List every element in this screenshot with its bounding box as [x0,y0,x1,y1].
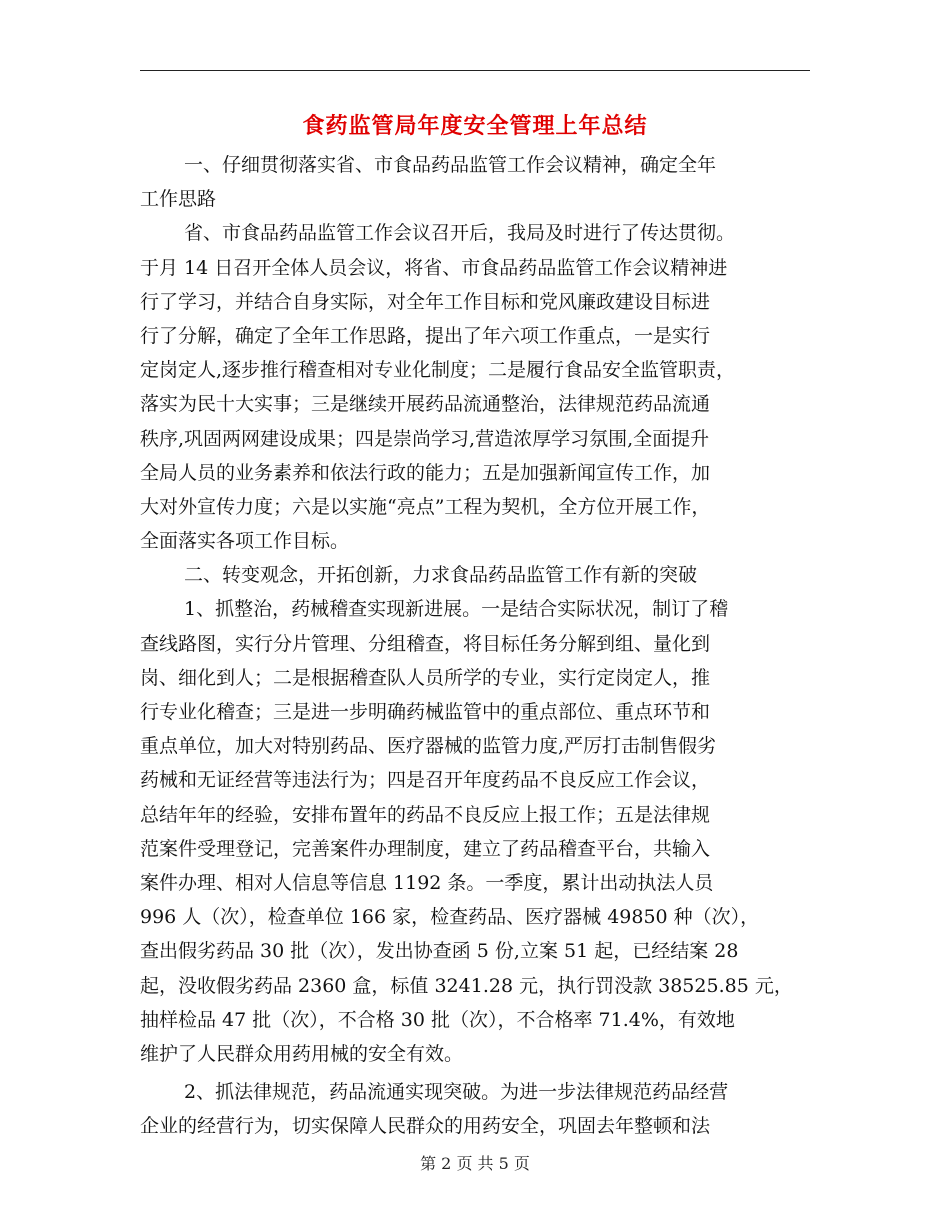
paragraph-line: 抽样检品 47 批（次），不合格 30 批（次），不合格率 71.4%，有效地 [140,1008,735,1031]
paragraph-line: 工作思路 [140,188,217,211]
paragraph-line: 查出假劣药品 30 批（次），发出协查函 5 份,立案 51 起，已经结案 28 [140,940,739,963]
header-rule [140,70,810,71]
paragraph-line: 行了学习，并结合自身实际，对全年工作目标和党风廉政建设目标进 [140,290,711,313]
paragraph-line: 秩序,巩固两网建设成果；四是崇尚学习,营造浓厚学习氛围,全面提升 [140,427,710,450]
paragraph-line: 一、仔细贯彻落实省、市食品药品监管工作会议精神，确定全年 [184,154,717,176]
paragraph-line: 省、市食品药品监管工作会议召开后，我局及时进行了传达贯彻。 [184,222,736,245]
paragraph-line: 全面落实各项工作目标。 [140,530,350,553]
paragraph-line: 1、抓整治，药械稽查实现新进展。一是结合实际状况，制订了稽 [184,598,729,621]
paragraph-line: 药械和无证经营等违法行为；四是召开年度药品不良反应工作会议， [140,769,711,792]
paragraph-line: 全局人员的业务素养和依法行政的能力；五是加强新闻宣传工作，加 [140,461,711,484]
page-footer: 第 2 页 共 5 页 [420,1154,530,1173]
paragraph-line: 起，没收假劣药品 2360 盒，标值 3241.28 元，执行罚没款 38525.85 元， [140,974,793,997]
section-heading-line: 二、转变观念，开拓创新，力求食品药品监管工作有新的突破 [184,564,698,587]
paragraph-line: 996 人（次），检查单位 166 家，检查药品、医疗器械 49850 种（次）， [140,906,760,929]
paragraph-line: 于月 14 日召开全体人员会议，将省、市食品药品监管工作会议精神进 [140,256,728,279]
paragraph-line: 2、抓法律规范，药品流通实现突破。为进一步法律规范药品经营 [184,1081,729,1104]
paragraph-line: 企业的经营行为，切实保障人民群众的用药安全，巩固去年整顿和法 [140,1115,711,1138]
paragraph-line: 总结年年的经验，安排布置年的药品不良反应上报工作；五是法律规 [140,803,711,826]
paragraph-line: 落实为民十大实事；三是继续开展药品流通整治，法律规范药品流通 [140,393,711,416]
paragraph-line: 大对外宣传力度；六是以实施“亮点”工程为契机，全方位开展工作， [140,495,711,518]
paragraph-line: 查线路图，实行分片管理、分组稽查，将目标任务分解到组、量化到 [140,632,711,655]
document-title: 食药监管局年度安全管理上年总结 [302,113,648,139]
paragraph-line: 岗、细化到人；二是根据稽查队人员所学的专业，实行定岗定人，推 [140,666,711,689]
paragraph-line: 定岗定人,逐步推行稽查相对专业化制度；二是履行食品安全监管职责， [140,359,736,382]
document-body [140,148,810,1143]
paragraph-line: 重点单位，加大对特别药品、医疗器械的监管力度,严厉打击制售假劣 [140,735,717,758]
paragraph-line: 范案件受理登记，完善案件办理制度，建立了药品稽查平台，共输入 [140,837,711,860]
paragraph-line: 维护了人民群众用药用械的安全有效。 [140,1042,464,1065]
paragraph-line: 行专业化稽查；三是进一步明确药械监管中的重点部位、重点环节和 [140,701,711,723]
paragraph-line: 行了分解，确定了全年工作思路，提出了年六项工作重点，一是实行 [140,324,711,347]
paragraph-line: 案件办理、相对人信息等信息 1192 条。一季度，累计出动执法人员 [140,871,714,894]
